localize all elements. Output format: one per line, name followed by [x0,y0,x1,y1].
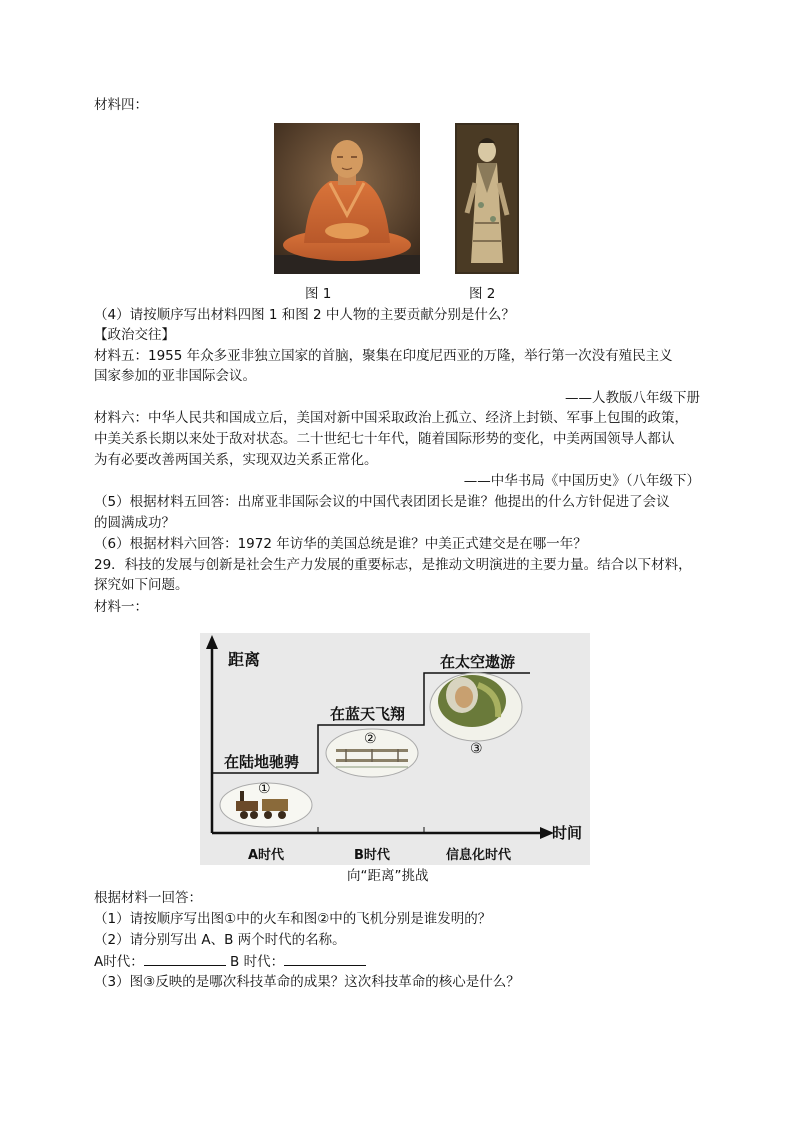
num3: ③ [470,741,483,757]
question-5-line1: （5）根据材料五回答：出席亚非国际会议的中国代表团团长是谁？他提出的什么方针促进了会议 [94,494,670,510]
diagram-caption: 向“距离”挑战 [347,868,429,884]
material4-heading: 材料四： [94,97,148,113]
y-axis-label: 距离 [228,650,261,669]
question-2: （2）请分别写出 A、B 两个时代的名称。 [94,932,346,948]
question-29-line2: 探究如下问题。 [94,577,189,593]
step1-label: 在陆地驰骋 [224,753,300,771]
era-b-blank[interactable] [284,951,366,966]
material6-line2: 中美关系长期以来处于敌对状态。二十世纪七十年代，随着国际形势的变化，中美两国领导人都认 [94,431,675,447]
fig2-caption: 图 2 [469,286,496,302]
num1: ① [258,781,271,797]
material6-line3: 为有必要改善两国关系，实现双边关系正常化。 [94,452,378,468]
material6-source: ——中华书局《中国历史》（八年级下） [463,473,700,489]
era-b-label: B时代 [354,848,390,863]
fig2-standing-figure-painting [455,123,519,274]
astronaut-icon [438,675,506,727]
material1-heading: 材料一： [94,599,148,615]
material6-line1: 材料六：中华人民共和国成立后，美国对新中国采取政治上孤立、经济上封锁、军事上包围的政策， [94,410,688,426]
era-a-label: A时代 [248,848,285,863]
questions-intro: 根据材料一回答： [94,890,202,906]
era-info-label: 信息化时代 [446,848,512,863]
question-29-line1: 29．科技的发展与创新是社会生产力发展的重要标志，是推动文明演进的主要力量。结合以下材料， [94,557,692,573]
material5-line2: 国家参加的亚非国际会议。 [94,368,256,384]
step2-label: 在蓝天飞翔 [330,705,406,723]
question-6: （6）根据材料六回答：1972 年访华的美国总统是谁？中美正式建交是在哪一年？ [94,536,587,552]
question-1: （1）请按顺序写出图①中的火车和图②中的飞机分别是谁发明的？ [94,911,492,927]
x-axis-label: 时间 [552,824,583,842]
era-b-answer-label: B 时代： [230,954,285,970]
material5-source: ——人教版八年级下册 [565,390,700,406]
fig1-caption: 图 1 [305,286,332,302]
distance-challenge-diagram [200,633,590,865]
section-title-politics: 【政治交往】 [94,327,175,343]
question-4: （4）请按顺序写出材料四图 1 和图 2 中人物的主要贡献分别是什么？ [94,307,515,323]
era-a-blank[interactable] [144,951,226,966]
num2: ② [364,731,377,747]
question-3: （3）图③反映的是哪次科技革命的成果？这次科技革命的核心是什么？ [94,974,520,990]
answer-line-eras [94,951,366,972]
material5-line1: 材料五：1955 年众多亚非独立国家的首脑，聚集在印度尼西亚的万隆，举行第一次没有殖民主义 [94,348,673,364]
step3-label: 在太空遨游 [440,653,516,671]
era-a-answer-label: A时代： [94,954,144,970]
fig1-seated-monk-statue [274,123,420,274]
question-5-line2: 的圆满成功？ [94,515,175,531]
